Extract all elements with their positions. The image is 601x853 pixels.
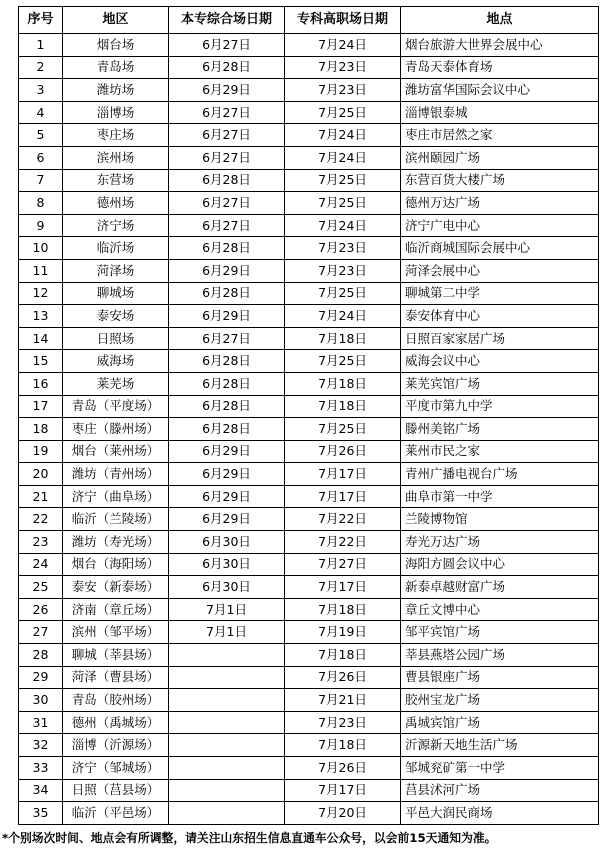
cell-serial-number: 16 bbox=[19, 372, 63, 395]
cell-serial-number: 10 bbox=[19, 237, 63, 260]
cell-undergrad-date: 6月29日 bbox=[169, 508, 285, 531]
cell-vocational-date: 7月26日 bbox=[285, 440, 401, 463]
table-row bbox=[19, 79, 599, 102]
cell-venue: 聊城第二中学 bbox=[401, 282, 599, 305]
cell-region: 烟台（莱州场） bbox=[63, 440, 169, 463]
cell-undergrad-date bbox=[169, 666, 285, 689]
cell-undergrad-date: 6月29日 bbox=[169, 79, 285, 102]
cell-serial-number: 12 bbox=[19, 282, 63, 305]
table-row bbox=[19, 124, 599, 147]
cell-undergrad-date: 6月27日 bbox=[169, 214, 285, 237]
cell-venue: 莘县燕塔公园广场 bbox=[401, 644, 599, 667]
cell-undergrad-date: 6月28日 bbox=[169, 395, 285, 418]
table-row bbox=[19, 259, 599, 282]
cell-vocational-date: 7月18日 bbox=[285, 734, 401, 757]
cell-vocational-date: 7月18日 bbox=[285, 598, 401, 621]
cell-region: 潍坊（寿光场） bbox=[63, 531, 169, 554]
cell-serial-number: 8 bbox=[19, 192, 63, 215]
cell-region: 枣庄场 bbox=[63, 124, 169, 147]
cell-undergrad-date: 6月29日 bbox=[169, 305, 285, 328]
table-row bbox=[19, 192, 599, 215]
table-header-row bbox=[19, 7, 599, 34]
cell-venue: 寿光万达广场 bbox=[401, 531, 599, 554]
table-row bbox=[19, 350, 599, 373]
cell-region: 烟台（海阳场） bbox=[63, 553, 169, 576]
cell-undergrad-date: 6月28日 bbox=[169, 418, 285, 441]
table-row bbox=[19, 779, 599, 802]
cell-vocational-date: 7月23日 bbox=[285, 259, 401, 282]
cell-vocational-date: 7月25日 bbox=[285, 101, 401, 124]
table-row bbox=[19, 802, 599, 825]
cell-serial-number: 28 bbox=[19, 644, 63, 667]
cell-vocational-date: 7月21日 bbox=[285, 689, 401, 712]
cell-undergrad-date: 6月28日 bbox=[169, 372, 285, 395]
cell-vocational-date: 7月17日 bbox=[285, 576, 401, 599]
cell-undergrad-date: 6月28日 bbox=[169, 237, 285, 260]
cell-vocational-date: 7月18日 bbox=[285, 644, 401, 667]
table-row bbox=[19, 395, 599, 418]
cell-vocational-date: 7月23日 bbox=[285, 79, 401, 102]
cell-region: 威海场 bbox=[63, 350, 169, 373]
table-row bbox=[19, 598, 599, 621]
table-row bbox=[19, 621, 599, 644]
cell-venue: 莱州市民之家 bbox=[401, 440, 599, 463]
cell-vocational-date: 7月24日 bbox=[285, 146, 401, 169]
cell-vocational-date: 7月25日 bbox=[285, 192, 401, 215]
cell-region: 莱芜场 bbox=[63, 372, 169, 395]
cell-region: 淄博（沂源场） bbox=[63, 734, 169, 757]
cell-region: 青岛场 bbox=[63, 56, 169, 79]
cell-venue: 禹城宾馆广场 bbox=[401, 711, 599, 734]
cell-serial-number: 19 bbox=[19, 440, 63, 463]
cell-serial-number: 27 bbox=[19, 621, 63, 644]
cell-undergrad-date: 6月27日 bbox=[169, 192, 285, 215]
cell-undergrad-date: 6月27日 bbox=[169, 327, 285, 350]
cell-undergrad-date: 6月27日 bbox=[169, 34, 285, 57]
cell-vocational-date: 7月24日 bbox=[285, 124, 401, 147]
cell-region: 济宁场 bbox=[63, 214, 169, 237]
cell-region: 济宁（邹城场） bbox=[63, 757, 169, 780]
cell-venue: 曹县银座广场 bbox=[401, 666, 599, 689]
cell-region: 烟台场 bbox=[63, 34, 169, 57]
cell-serial-number: 24 bbox=[19, 553, 63, 576]
cell-undergrad-date bbox=[169, 644, 285, 667]
cell-venue: 日照百家家居广场 bbox=[401, 327, 599, 350]
table-row bbox=[19, 711, 599, 734]
cell-serial-number: 20 bbox=[19, 463, 63, 486]
table-row bbox=[19, 146, 599, 169]
header-vocational-date: 专科高职场日期 bbox=[285, 7, 401, 34]
cell-undergrad-date: 7月1日 bbox=[169, 598, 285, 621]
cell-serial-number: 17 bbox=[19, 395, 63, 418]
cell-serial-number: 26 bbox=[19, 598, 63, 621]
cell-venue: 淄博银泰城 bbox=[401, 101, 599, 124]
table-row bbox=[19, 463, 599, 486]
cell-serial-number: 9 bbox=[19, 214, 63, 237]
cell-venue: 邹城兖矿第一中学 bbox=[401, 757, 599, 780]
cell-venue: 菏泽会展中心 bbox=[401, 259, 599, 282]
cell-region: 枣庄（滕州场） bbox=[63, 418, 169, 441]
cell-undergrad-date: 6月27日 bbox=[169, 124, 285, 147]
cell-serial-number: 14 bbox=[19, 327, 63, 350]
cell-venue: 枣庄市居然之家 bbox=[401, 124, 599, 147]
cell-region: 滨州（邹平场） bbox=[63, 621, 169, 644]
cell-venue: 兰陵博物馆 bbox=[401, 508, 599, 531]
cell-venue: 泰安体育中心 bbox=[401, 305, 599, 328]
cell-undergrad-date: 6月29日 bbox=[169, 440, 285, 463]
table-row bbox=[19, 440, 599, 463]
cell-vocational-date: 7月22日 bbox=[285, 508, 401, 531]
cell-serial-number: 22 bbox=[19, 508, 63, 531]
cell-undergrad-date bbox=[169, 757, 285, 780]
cell-vocational-date: 7月24日 bbox=[285, 34, 401, 57]
header-undergrad-date: 本专综合场日期 bbox=[169, 7, 285, 34]
cell-venue: 曲阜市第一中学 bbox=[401, 485, 599, 508]
cell-serial-number: 21 bbox=[19, 485, 63, 508]
cell-region: 济宁（曲阜场） bbox=[63, 485, 169, 508]
cell-vocational-date: 7月22日 bbox=[285, 531, 401, 554]
cell-vocational-date: 7月23日 bbox=[285, 237, 401, 260]
table-row bbox=[19, 531, 599, 554]
cell-serial-number: 6 bbox=[19, 146, 63, 169]
table-row bbox=[19, 34, 599, 57]
cell-venue: 临沂商城国际会展中心 bbox=[401, 237, 599, 260]
table-row bbox=[19, 666, 599, 689]
table-row bbox=[19, 101, 599, 124]
cell-serial-number: 13 bbox=[19, 305, 63, 328]
table-row bbox=[19, 644, 599, 667]
cell-venue: 莱芜宾馆广场 bbox=[401, 372, 599, 395]
cell-region: 日照场 bbox=[63, 327, 169, 350]
cell-venue: 东营百货大楼广场 bbox=[401, 169, 599, 192]
table-row bbox=[19, 734, 599, 757]
cell-serial-number: 15 bbox=[19, 350, 63, 373]
cell-region: 潍坊场 bbox=[63, 79, 169, 102]
table-row bbox=[19, 327, 599, 350]
cell-venue: 滕州美铭广场 bbox=[401, 418, 599, 441]
table-body bbox=[19, 34, 599, 825]
cell-serial-number: 4 bbox=[19, 101, 63, 124]
cell-region: 临沂（兰陵场） bbox=[63, 508, 169, 531]
cell-venue: 新泰卓越财富广场 bbox=[401, 576, 599, 599]
cell-region: 青岛（胶州场） bbox=[63, 689, 169, 712]
table-row bbox=[19, 689, 599, 712]
cell-serial-number: 2 bbox=[19, 56, 63, 79]
cell-serial-number: 33 bbox=[19, 757, 63, 780]
cell-venue: 章丘文博中心 bbox=[401, 598, 599, 621]
cell-region: 日照（莒县场） bbox=[63, 779, 169, 802]
cell-vocational-date: 7月17日 bbox=[285, 463, 401, 486]
cell-undergrad-date bbox=[169, 734, 285, 757]
cell-serial-number: 31 bbox=[19, 711, 63, 734]
cell-venue: 威海会议中心 bbox=[401, 350, 599, 373]
cell-vocational-date: 7月20日 bbox=[285, 802, 401, 825]
cell-undergrad-date: 7月1日 bbox=[169, 621, 285, 644]
cell-region: 青岛（平度场） bbox=[63, 395, 169, 418]
cell-undergrad-date: 6月28日 bbox=[169, 350, 285, 373]
cell-venue: 潍坊富华国际会议中心 bbox=[401, 79, 599, 102]
table-row bbox=[19, 553, 599, 576]
cell-serial-number: 32 bbox=[19, 734, 63, 757]
header-venue: 地点 bbox=[401, 7, 599, 34]
header-serial-number: 序号 bbox=[19, 7, 63, 34]
cell-serial-number: 11 bbox=[19, 259, 63, 282]
cell-serial-number: 18 bbox=[19, 418, 63, 441]
cell-undergrad-date: 6月30日 bbox=[169, 576, 285, 599]
cell-serial-number: 23 bbox=[19, 531, 63, 554]
cell-serial-number: 34 bbox=[19, 779, 63, 802]
cell-venue: 青州广播电视台广场 bbox=[401, 463, 599, 486]
cell-region: 德州场 bbox=[63, 192, 169, 215]
cell-region: 菏泽（曹县场） bbox=[63, 666, 169, 689]
header-region: 地区 bbox=[63, 7, 169, 34]
cell-region: 东营场 bbox=[63, 169, 169, 192]
cell-vocational-date: 7月26日 bbox=[285, 757, 401, 780]
cell-serial-number: 3 bbox=[19, 79, 63, 102]
cell-vocational-date: 7月26日 bbox=[285, 666, 401, 689]
footnote: *个别场次时间、地点会有所调整，请关注山东招生信息直通车公众号，以会前15天通知为准。 bbox=[2, 831, 497, 845]
cell-venue: 烟台旅游大世界会展中心 bbox=[401, 34, 599, 57]
cell-undergrad-date: 6月29日 bbox=[169, 259, 285, 282]
cell-vocational-date: 7月25日 bbox=[285, 350, 401, 373]
table-row bbox=[19, 305, 599, 328]
cell-vocational-date: 7月27日 bbox=[285, 553, 401, 576]
cell-undergrad-date: 6月28日 bbox=[169, 282, 285, 305]
table-row bbox=[19, 372, 599, 395]
cell-undergrad-date: 6月28日 bbox=[169, 56, 285, 79]
cell-region: 临沂（平邑场） bbox=[63, 802, 169, 825]
cell-undergrad-date bbox=[169, 711, 285, 734]
cell-vocational-date: 7月18日 bbox=[285, 372, 401, 395]
cell-undergrad-date: 6月30日 bbox=[169, 531, 285, 554]
cell-venue: 邹平宾馆广场 bbox=[401, 621, 599, 644]
table-row bbox=[19, 485, 599, 508]
cell-venue: 平度市第九中学 bbox=[401, 395, 599, 418]
cell-vocational-date: 7月24日 bbox=[285, 305, 401, 328]
cell-venue: 莒县沭河广场 bbox=[401, 779, 599, 802]
cell-region: 德州（禹城场） bbox=[63, 711, 169, 734]
cell-region: 临沂场 bbox=[63, 237, 169, 260]
table-row bbox=[19, 576, 599, 599]
table-row bbox=[19, 214, 599, 237]
cell-venue: 海阳方圆会议中心 bbox=[401, 553, 599, 576]
cell-undergrad-date: 6月28日 bbox=[169, 169, 285, 192]
cell-undergrad-date: 6月29日 bbox=[169, 485, 285, 508]
cell-undergrad-date: 6月27日 bbox=[169, 101, 285, 124]
cell-vocational-date: 7月17日 bbox=[285, 485, 401, 508]
cell-undergrad-date bbox=[169, 779, 285, 802]
cell-undergrad-date bbox=[169, 802, 285, 825]
cell-vocational-date: 7月23日 bbox=[285, 56, 401, 79]
cell-vocational-date: 7月19日 bbox=[285, 621, 401, 644]
schedule-sheet bbox=[18, 6, 598, 825]
cell-serial-number: 7 bbox=[19, 169, 63, 192]
cell-vocational-date: 7月24日 bbox=[285, 214, 401, 237]
cell-serial-number: 1 bbox=[19, 34, 63, 57]
cell-vocational-date: 7月23日 bbox=[285, 711, 401, 734]
cell-venue: 沂源新天地生活广场 bbox=[401, 734, 599, 757]
cell-undergrad-date: 6月27日 bbox=[169, 146, 285, 169]
cell-serial-number: 35 bbox=[19, 802, 63, 825]
venue-schedule-table bbox=[18, 6, 599, 825]
cell-region: 泰安场 bbox=[63, 305, 169, 328]
cell-region: 滨州场 bbox=[63, 146, 169, 169]
table-row bbox=[19, 169, 599, 192]
cell-venue: 胶州宝龙广场 bbox=[401, 689, 599, 712]
cell-venue: 德州万达广场 bbox=[401, 192, 599, 215]
table-row bbox=[19, 282, 599, 305]
cell-region: 菏泽场 bbox=[63, 259, 169, 282]
table-row bbox=[19, 237, 599, 260]
cell-venue: 青岛天泰体育场 bbox=[401, 56, 599, 79]
cell-vocational-date: 7月25日 bbox=[285, 282, 401, 305]
cell-serial-number: 29 bbox=[19, 666, 63, 689]
cell-vocational-date: 7月25日 bbox=[285, 418, 401, 441]
cell-undergrad-date: 6月29日 bbox=[169, 463, 285, 486]
cell-serial-number: 25 bbox=[19, 576, 63, 599]
cell-venue: 滨州颐园广场 bbox=[401, 146, 599, 169]
table-row bbox=[19, 757, 599, 780]
cell-vocational-date: 7月17日 bbox=[285, 779, 401, 802]
cell-region: 淄博场 bbox=[63, 101, 169, 124]
cell-vocational-date: 7月18日 bbox=[285, 395, 401, 418]
table-row bbox=[19, 508, 599, 531]
cell-vocational-date: 7月18日 bbox=[285, 327, 401, 350]
cell-serial-number: 30 bbox=[19, 689, 63, 712]
cell-vocational-date: 7月25日 bbox=[285, 169, 401, 192]
cell-region: 泰安（新泰场） bbox=[63, 576, 169, 599]
table-row bbox=[19, 418, 599, 441]
cell-undergrad-date bbox=[169, 689, 285, 712]
cell-undergrad-date: 6月30日 bbox=[169, 553, 285, 576]
cell-venue: 济宁广电中心 bbox=[401, 214, 599, 237]
cell-venue: 平邑大润民商场 bbox=[401, 802, 599, 825]
table-row bbox=[19, 56, 599, 79]
cell-region: 聊城场 bbox=[63, 282, 169, 305]
cell-region: 潍坊（青州场） bbox=[63, 463, 169, 486]
cell-serial-number: 5 bbox=[19, 124, 63, 147]
cell-region: 聊城（莘县场） bbox=[63, 644, 169, 667]
cell-region: 济南（章丘场） bbox=[63, 598, 169, 621]
